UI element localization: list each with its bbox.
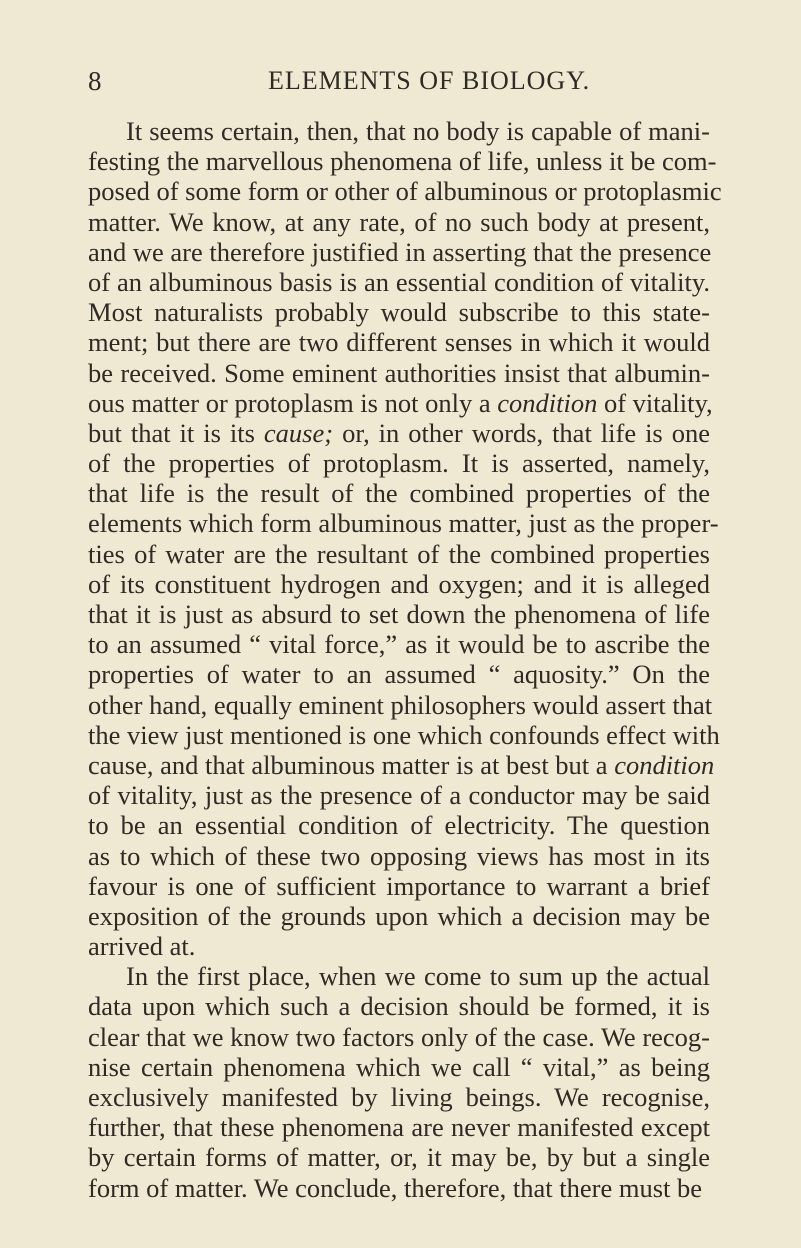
text-run: clear that we know two factors only of the case. We recog-: [88, 1021, 710, 1052]
text-line: [88, 297, 710, 327]
text-run: and we are therefore justified in asserting that the presence: [88, 236, 712, 267]
text-line: [88, 991, 710, 1021]
italic-text: condition: [497, 387, 598, 418]
page-number: 8: [88, 66, 102, 96]
text-run: of vitality, just as the presence of a conductor may be said: [88, 780, 710, 811]
running-header: [88, 66, 728, 102]
text-line: [88, 780, 710, 810]
text-line: [88, 1082, 710, 1112]
text-line: [88, 508, 719, 539]
text-run: properties of water to an assumed “ aquosity.” On the: [88, 659, 710, 690]
text-line: [88, 689, 713, 720]
text-line: [88, 599, 710, 629]
text-line: [88, 961, 710, 991]
text-run: of the properties of protoplasm. It is asserted, namely,: [88, 448, 710, 479]
text-run: that life is the result of the combined properties of the: [88, 478, 710, 509]
text-run: be received. Some eminent authorities insist that albumin-: [88, 357, 710, 388]
text-run: favour is one of sufficient importance to warrant a brief: [88, 870, 710, 901]
text-run: exposition of the grounds upon which a decision may be: [88, 900, 710, 931]
text-run: It seems certain, then, that no body is capable of mani-: [126, 116, 710, 146]
text-line: [88, 1142, 710, 1172]
text-line: [88, 1173, 710, 1203]
paragraph: [88, 116, 722, 962]
text-run: ous matter or protoplasm is not only a: [88, 387, 498, 418]
text-run: of its constituent hydrogen and oxygen; and it is alleged: [88, 568, 710, 599]
text-run: but that it is its: [88, 417, 264, 448]
italic-text: condition: [614, 749, 715, 780]
text-line: [88, 871, 710, 901]
text-run: arrived at.: [88, 931, 196, 962]
text-line: [88, 146, 717, 177]
italic-text: cause;: [263, 417, 334, 448]
text-line: [88, 719, 720, 750]
text-line: [88, 749, 715, 780]
body-text: [88, 116, 722, 1203]
text-line: [88, 358, 710, 388]
text-run: further, that these phenomena are never manifested except: [88, 1112, 710, 1143]
text-line: [88, 1112, 710, 1142]
text-line: [88, 901, 710, 931]
text-run: posed of some form or other of albuminous or protoplasmic: [88, 176, 722, 207]
text-line: [88, 478, 710, 508]
text-line: [88, 116, 710, 146]
text-run: ties of water are the resultant of the combined properties: [88, 538, 710, 569]
paragraph: [88, 961, 710, 1203]
text-line: [88, 629, 710, 659]
text-run: as to which of these two opposing views has most in its: [88, 840, 710, 871]
text-line: [88, 539, 710, 569]
text-line: [88, 327, 710, 357]
text-line: [88, 387, 713, 418]
text-run: In the first place, when we come to sum up the actual: [126, 961, 710, 992]
text-line: [88, 810, 710, 840]
text-line: [88, 841, 710, 871]
text-run: festing the marvellous phenomena of life, unless it be com-: [88, 146, 717, 177]
text-line: [88, 176, 722, 207]
text-line: [88, 418, 710, 448]
text-run: elements which form albuminous matter, just as the proper-: [88, 508, 719, 539]
text-run: form of matter. We conclude, therefore, that there must be: [88, 1172, 703, 1203]
text-line: [88, 448, 710, 478]
text-line: [88, 931, 710, 961]
text-line: [88, 569, 710, 599]
text-run: other hand, equally eminent philosophers would assert that: [88, 689, 713, 720]
text-run: by certain forms of matter, or, it may be, by but a single: [88, 1142, 710, 1173]
text-run: exclusively manifested by living beings. We recognise,: [88, 1082, 710, 1112]
text-run: nise certain phenomena which we call “ vital,” as being: [88, 1051, 710, 1082]
text-line: [88, 1022, 710, 1052]
text-line: [88, 237, 710, 267]
text-run: matter. We know, at any rate, of no such body at present,: [88, 206, 710, 237]
text-run: that it is just as absurd to set down the phenomena of life: [88, 599, 710, 629]
running-title: ELEMENTS OF BIOLOGY.: [268, 66, 591, 95]
text-run: to an assumed “ vital force,” as it would be to ascribe the: [88, 629, 710, 660]
text-run: or, in other words, that life is one: [333, 417, 710, 448]
text-run: cause, and that albuminous matter is at best but a: [88, 749, 615, 780]
text-run: Most naturalists probably would subscribe to this state-: [88, 297, 710, 328]
text-line: [88, 659, 710, 689]
text-run: data upon which such a decision should be formed, it is: [88, 991, 710, 1022]
text-run: of an albuminous basis is an essential condition of vitality.: [88, 266, 710, 297]
text-run: to be an essential condition of electricity. The question: [88, 810, 710, 841]
text-line: [88, 267, 710, 297]
text-run: ment; but there are two different senses in which it would: [88, 327, 710, 358]
text-line: [88, 1052, 710, 1082]
text-run: the view just mentioned is one which confounds effect with: [88, 719, 720, 750]
text-run: of vitality,: [597, 387, 713, 418]
text-line: [88, 207, 710, 237]
